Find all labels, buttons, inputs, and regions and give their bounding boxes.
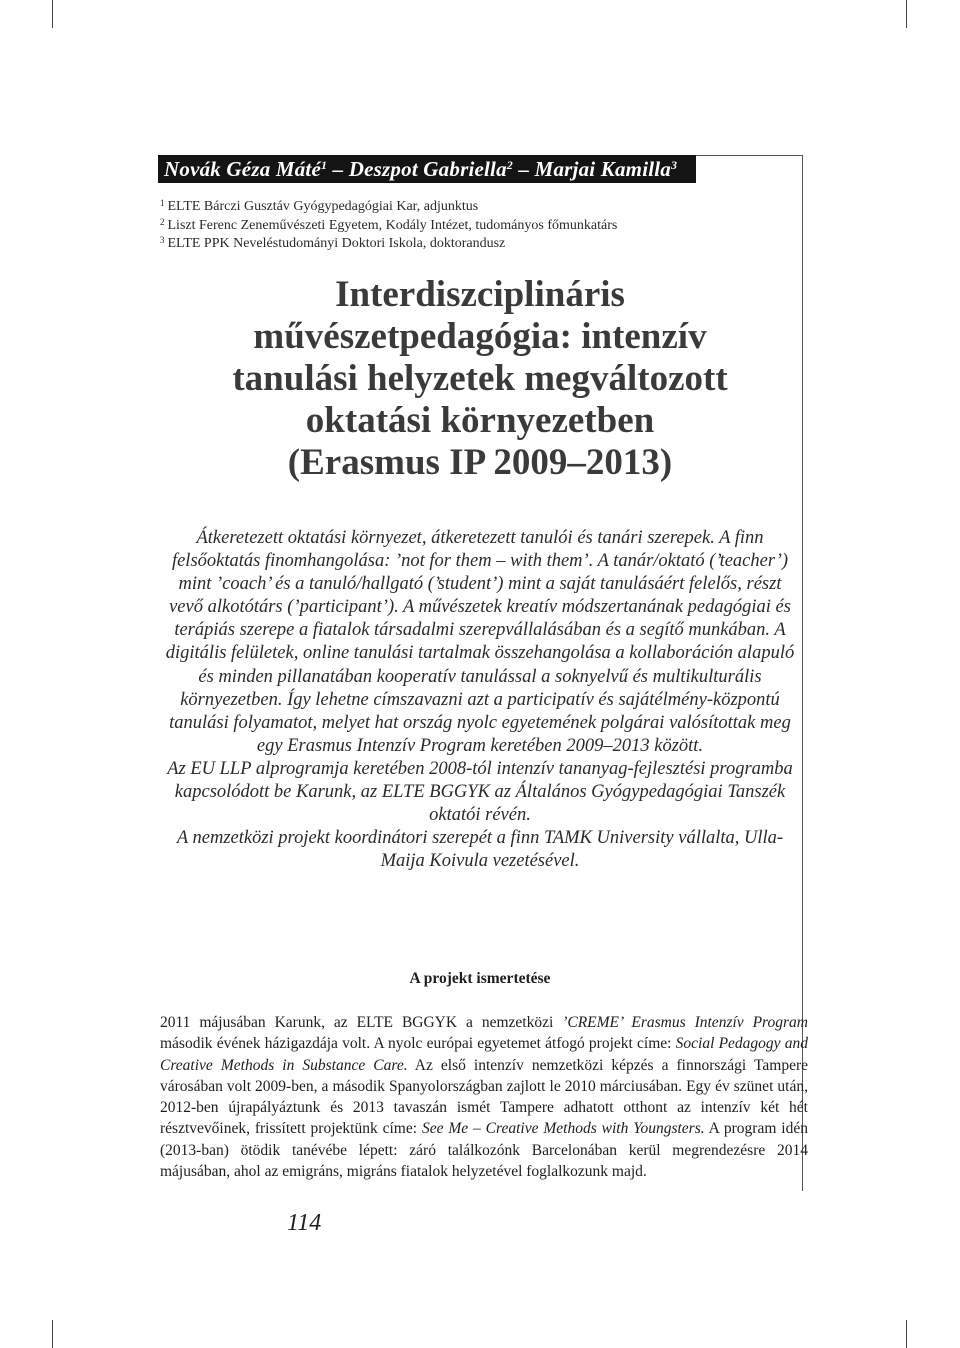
body-run-italic: ’CREME’ Erasmus Intenzív Program [562, 1014, 808, 1031]
title-line: tanulási helyzetek megváltozott [232, 358, 728, 399]
authors-bar [158, 155, 696, 183]
body-run-italic: See Me – Creative Methods with Youngsters. [421, 1120, 705, 1138]
abstract-paragraph: Az EU LLP alprogramja keretében 2008-tól intenzív tananyag-fejlesztési programba kapcsolódott be Karunk, az ELTE BGGYK az Általános Gyógypedagógiai Tanszék oktatói révén. [167, 758, 793, 826]
author-ref: 2 [506, 158, 513, 172]
author-name: Novák Géza Máté [164, 157, 321, 181]
body-run: Az első intenzív nemzetközi képzés a finnországi Tampere városában volt 2009-ben, a második Spanyolországban zajlott le 2010 márciusában. Egy év szünet után, 2012-ben újrapályáztunk és 2013 tavaszán ismét Tampere adhatott otthont az intenzív két hét résztvevőinek, frissített projektünk címe: [160, 1056, 808, 1138]
affiliation-text: ELTE Bárczi Gusztáv Gyógypedagógiai Kar, adjunktus [167, 199, 479, 214]
affiliation-ref: 3 [160, 235, 165, 245]
crop-mark-bottom-left [52, 1320, 53, 1348]
affiliations [160, 196, 617, 252]
title-line: oktatási környezetben [305, 400, 655, 441]
author-list [164, 157, 677, 182]
header-rule [696, 155, 802, 156]
author-separator: – [518, 157, 530, 181]
title-line: Interdiszciplináris [335, 274, 625, 315]
affiliation-line [160, 215, 617, 234]
abstract [160, 527, 800, 873]
crop-mark-bottom-right [906, 1320, 907, 1348]
affiliation-text: ELTE PPK Neveléstudományi Doktori Iskola, doktorandusz [167, 236, 506, 251]
body-run: 2011 májusában Karunk, az ELTE BGGYK a nemzetközi [160, 1014, 563, 1031]
author-separator: – [332, 157, 344, 181]
body-paragraph [160, 1012, 808, 1182]
page-number: 114 [287, 1210, 322, 1236]
author-ref: 3 [671, 158, 678, 172]
author-name: Marjai Kamilla [534, 157, 672, 181]
section-heading: A projekt ismertetése [409, 970, 551, 987]
affiliation-ref: 2 [160, 216, 165, 227]
body-run: A program idén (2013-ban) ötödik tanévébe lépett: záró találkozónk Barcelonában kerül megrendezésre 2014 májusában, ahol az emigráns, migráns fiatalok helyzetével foglalkozunk majd. [160, 1120, 808, 1181]
article-title [160, 274, 800, 484]
affiliation-text: Liszt Ferenc Zeneművészeti Egyetem, Kodály Intézet, tudományos főmunkatárs [167, 217, 618, 233]
abstract-paragraph: A nemzetközi projekt koordinátori szerepét a finn TAMK University vállalta, Ulla-Maija Koivula vezetésével. [176, 828, 784, 872]
body-run-italic: Social Pedagogy and Creative Methods in Substance Care. [160, 1035, 808, 1074]
affiliation-line [160, 233, 617, 252]
title-line: művészetpedagógia: intenzív [253, 316, 707, 357]
affiliation-ref: 1 [160, 198, 165, 208]
author-name: Deszpot Gabriella [348, 157, 507, 181]
title-line: (Erasmus IP 2009–2013) [287, 442, 673, 483]
abstract-paragraph: Átkeretezett oktatási környezet, átkeretezett tanulói és tanári szerepek. A finn felsőoktatás finomhangolása: ’not for them – with them’. A tanár/oktató (’teacher’) mint ’coach’ és a tanuló/hallgató (’student’) mint a saját tanulásáért felelős, részt vevő alkotótárs (’participant’). A művészetek kreatív módszertanának pedagógiai és terápiás szerepe a fiatalok társadalmi szerepvállalásában és a segítő munkában. A digitális felületek, online tanulási tartalmak összehangolása a kollaboráción alapuló és minden pillanatában kooperatív tanulással a soknyelvű és multikulturális környezetben. Így lehetne címszavazni azt a participatív és sajátélmény-központú tanulási folyamatot, melyet hat ország nyolc egyetemének polgárai valósítottak meg egy Erasmus Intenzív Program keretében 2009–2013 között. [165, 528, 795, 756]
body-run: második évének házigazdája volt. A nyolc európai egyetemet átfogó projekt címe: [160, 1035, 676, 1053]
author-ref: 1 [320, 158, 328, 172]
affiliation-line [160, 196, 617, 215]
crop-mark-top-left [52, 0, 53, 28]
crop-mark-top-right [906, 0, 907, 28]
